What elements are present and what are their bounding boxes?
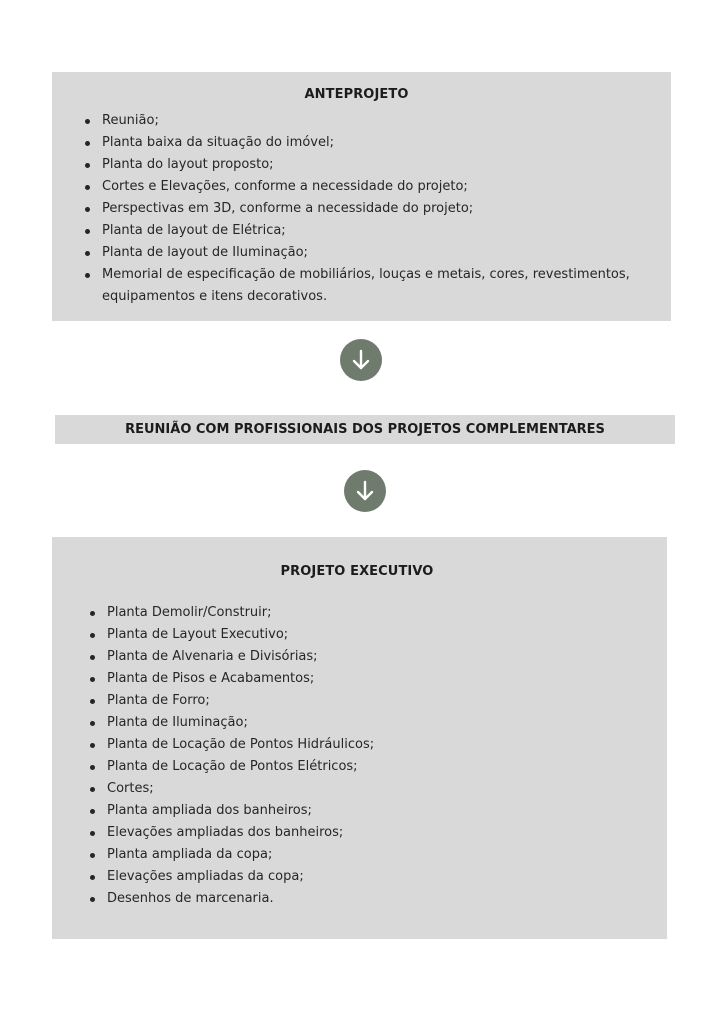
list-item: Planta de Alvenaria e Divisórias; [85,646,629,668]
arrow-down-circle-icon [340,339,382,381]
reuniao-bar [55,415,675,444]
list-item: Planta de Layout Executivo; [85,624,629,646]
list-item: Elevações ampliadas dos banheiros; [85,822,629,844]
arrow-down-circle-icon [344,470,386,512]
anteprojeto-title: ANTEPROJETO [304,87,409,102]
projeto-executivo-section [52,537,667,939]
list-item: Planta de Forro; [85,690,629,712]
list-item: Planta de Iluminação; [85,712,629,734]
arrow-down-icon [349,348,373,372]
projeto-executivo-title: PROJETO EXECUTIVO [280,564,434,579]
list-item: Cortes; [85,778,629,800]
reuniao-title: REUNIÃO COM PROFISSIONAIS DOS PROJETOS COMPLEMENTARES [125,422,605,437]
list-item: Planta de Locação de Pontos Hidráulicos; [85,734,629,756]
list-item: Desenhos de marcenaria. [85,888,629,910]
list-item: Planta de Locação de Pontos Elétricos; [85,756,629,778]
list-item: Planta ampliada dos banheiros; [85,800,629,822]
list-item: Reunião; [80,110,633,132]
projeto-executivo-list [85,602,629,910]
anteprojeto-section [52,72,671,321]
list-item: Perspectivas em 3D, conforme a necessidade do projeto; [80,198,633,220]
list-item: Memorial de especificação de mobiliários, louças e metais, cores, revestimentos, equipamentos e itens decorativos. [80,264,633,308]
list-item: Planta Demolir/Construir; [85,602,629,624]
arrow-down-icon [353,479,377,503]
list-item: Elevações ampliadas da copa; [85,866,629,888]
list-item: Planta baixa da situação do imóvel; [80,132,633,154]
anteprojeto-list [80,110,633,308]
list-item: Planta de Pisos e Acabamentos; [85,668,629,690]
list-item: Cortes e Elevações, conforme a necessidade do projeto; [80,176,633,198]
list-item: Planta do layout proposto; [80,154,633,176]
list-item: Planta de layout de Iluminação; [80,242,633,264]
list-item: Planta de layout de Elétrica; [80,220,633,242]
list-item: Planta ampliada da copa; [85,844,629,866]
